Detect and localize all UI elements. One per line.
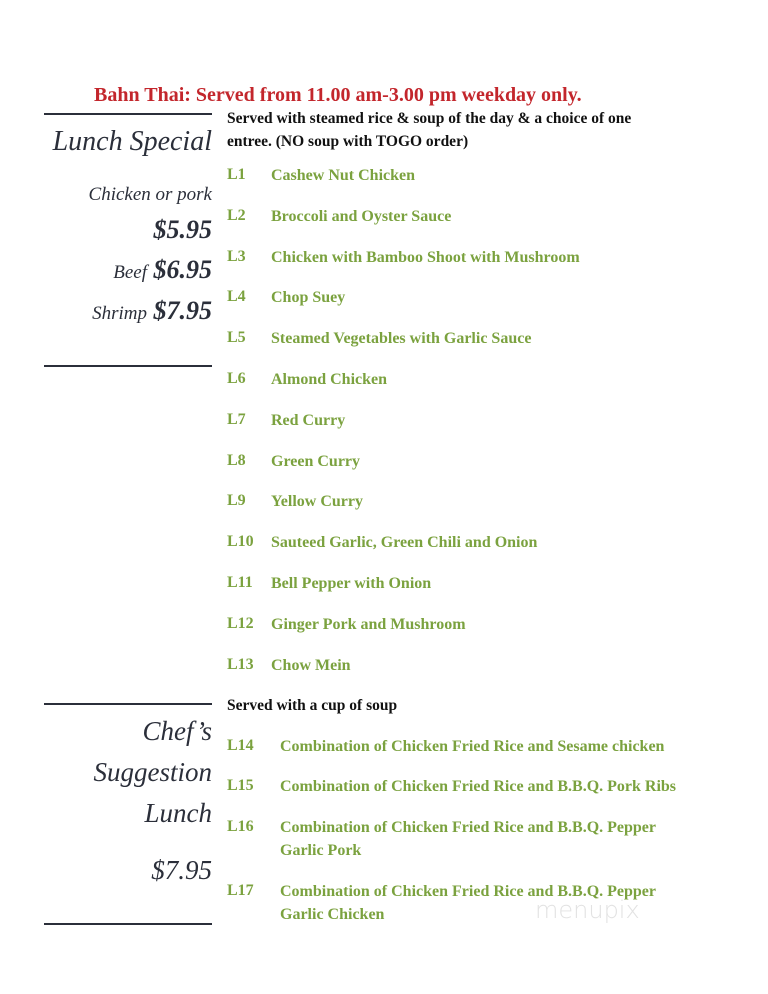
item-code: L7 (227, 410, 246, 428)
chefs-heading-line2: Suggestion (93, 757, 212, 787)
item-name-line2: Garlic Chicken (280, 906, 385, 923)
item-name: Chicken with Bamboo Shoot with Mushroom (271, 248, 580, 266)
item-code: L16 (227, 818, 254, 835)
beef-label: Beef (113, 262, 147, 283)
item-name: Red Curry (271, 411, 346, 429)
item-code: L2 (227, 206, 246, 224)
beef-price-row (113, 255, 212, 285)
item-name: Broccoli and Oyster Sauce (271, 207, 452, 225)
chefs-heading-line1: Chef’s (142, 716, 212, 746)
item-name-line1: Combination of Chicken Fried Rice and B.B.Q. Pepper (280, 883, 657, 900)
item-name: Ginger Pork and Mushroom (271, 615, 466, 633)
shrimp-label: Shrimp (92, 303, 147, 324)
item-code: L3 (227, 247, 246, 265)
item-name: Cashew Nut Chicken (271, 167, 416, 184)
item-name (280, 775, 676, 798)
item-code: L15 (227, 777, 254, 794)
item-name: Steamed Vegetables with Garlic Sauce (271, 330, 532, 348)
item-name: Chow Mein (271, 656, 351, 674)
item-code: L13 (227, 655, 254, 673)
item-name (280, 816, 656, 862)
chicken-label: Chicken or pork (88, 184, 212, 205)
item-name-line1: Combination of Chicken Fried Rice and Sesame chicken (280, 738, 665, 755)
lunch-special-heading: Lunch Special (52, 126, 212, 157)
item-name: Sauteed Garlic, Green Chili and Onion (271, 534, 538, 552)
item-code: L11 (227, 574, 253, 591)
item-code: L1 (227, 166, 246, 183)
item-code: L8 (227, 451, 246, 469)
menu-title: Bahn Thai: Served from 11.00 am-3.00 pm weekday only. (94, 84, 582, 106)
item-code: L14 (227, 737, 254, 754)
item-code: L12 (227, 614, 254, 632)
item-code: L6 (227, 370, 246, 387)
item-name: Yellow Curry (271, 493, 363, 511)
item-code: L10 (227, 533, 254, 551)
item-code: L4 (227, 288, 246, 306)
chicken-price: $5.95 (153, 215, 212, 244)
item-name: Green Curry (271, 452, 361, 470)
item-name: Almond Chicken (271, 371, 388, 388)
beef-price: $6.95 (153, 255, 212, 284)
divider (44, 365, 212, 367)
item-code: L5 (227, 329, 246, 347)
lunch-description-line2: entree. (NO soup with TOGO order) (227, 133, 469, 150)
item-name-line1: Combination of Chicken Fried Rice and B.B.Q. Pepper (280, 819, 657, 836)
watermark: menupix (535, 896, 640, 924)
item-name-line1: Combination of Chicken Fried Rice and B.B.Q. Pork Ribs (280, 778, 677, 795)
item-name (280, 735, 664, 758)
item-name-line2: Garlic Pork (280, 842, 362, 859)
chefs-description: Served with a cup of soup (227, 697, 398, 714)
item-code: L9 (227, 492, 246, 510)
shrimp-price-row (92, 296, 212, 326)
item-code: L17 (227, 882, 254, 899)
divider (44, 113, 212, 115)
item-name: Bell Pepper with Onion (271, 575, 432, 592)
lunch-description-line1: Served with steamed rice & soup of the day & a choice of one (227, 110, 632, 127)
chefs-heading-line3: Lunch (144, 798, 212, 828)
shrimp-price: $7.95 (153, 296, 212, 325)
item-name: Chop Suey (271, 289, 346, 307)
divider (44, 703, 212, 705)
chefs-price: $7.95 (151, 855, 212, 885)
divider (44, 923, 212, 925)
